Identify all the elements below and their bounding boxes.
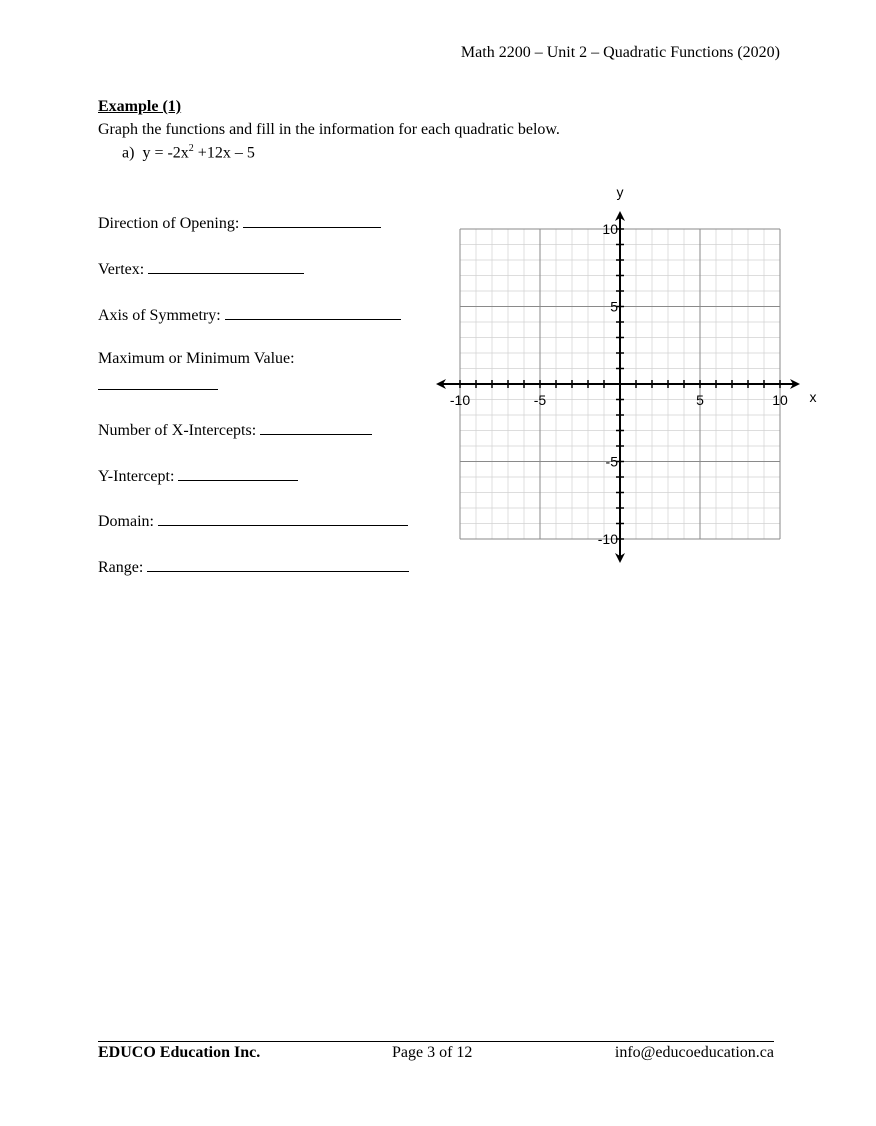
page-header: Math 2200 – Unit 2 – Quadratic Functions (2020)	[460, 44, 780, 61]
x-tick-label: -10	[449, 392, 471, 408]
x-tick-label: -5	[533, 392, 547, 408]
range-label: Range:	[98, 559, 144, 576]
y-tick-label: -10	[597, 531, 618, 547]
y-tick-label: -5	[605, 453, 618, 470]
footer-company: EDUCO Education Inc.	[98, 1044, 261, 1061]
x-tick-label: 10	[772, 392, 788, 408]
footer-page-number: Page 3 of 12	[392, 1044, 473, 1061]
equation-suffix: +12x – 5	[193, 144, 255, 162]
y-axis-label: y	[616, 184, 624, 200]
x-tick-label: 5	[696, 392, 704, 408]
axis-label: Axis of Symmetry:	[98, 307, 221, 324]
xint-label: Number of X-Intercepts:	[98, 422, 257, 439]
axes	[436, 211, 800, 563]
y-tick-label: 5	[610, 298, 618, 315]
part-label: a)	[122, 144, 135, 162]
vertex-label: Vertex:	[98, 261, 145, 278]
maxmin-label: Maximum or Minimum Value:	[98, 350, 295, 367]
domain-label: Domain:	[98, 513, 154, 530]
instruction-text: Graph the functions and fill in the information for each quadratic below.	[98, 121, 560, 138]
example-title: Example (1)	[98, 98, 182, 115]
direction-label: Direction of Opening:	[98, 215, 240, 232]
yint-label: Y-Intercept:	[98, 468, 175, 485]
footer-email: info@educoeducation.ca	[614, 1044, 774, 1061]
equation-prefix: y = -2x	[142, 144, 189, 162]
x-axis-label: x	[809, 389, 817, 405]
y-tick-label: 10	[602, 221, 618, 237]
equation-exponent: 2	[188, 143, 194, 154]
footer-divider	[98, 1041, 774, 1042]
